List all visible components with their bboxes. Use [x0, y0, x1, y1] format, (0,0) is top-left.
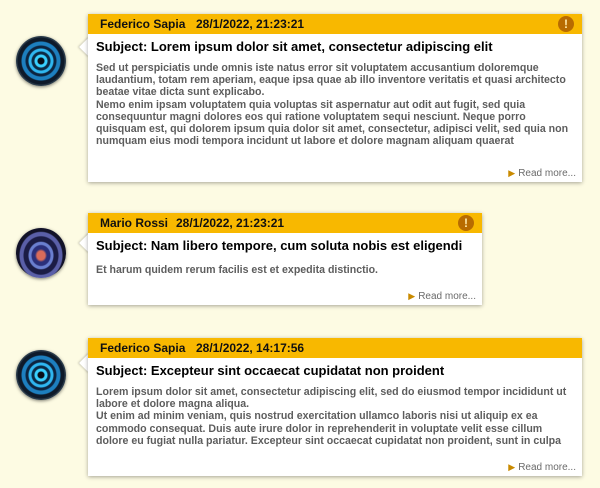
message-subject: Subject: Lorem ipsum dolor sit amet, consectetur adipiscing elit — [96, 39, 493, 54]
read-more-label: Read more... — [418, 291, 476, 302]
message-body — [96, 62, 572, 160]
warning-icon[interactable]: ! — [558, 16, 574, 32]
message-date: 28/1/2022, 21:23:21 — [196, 17, 305, 31]
body-paragraph: Nemo enim ipsam voluptatem quia voluptas sit aspernatur aut odit aut fugit, sed quia consequuntur magni dolores eos qui ratione voluptatem sequi nesciunt. Neque porro quisquam est, qui dolorem ipsum quia dolor sit amet, consectetur, adipisci velit, sed quia non numquam eius modi tempora incidunt ut labore et dolore magnam aliquam quaerat — [96, 98, 569, 148]
avatar — [16, 36, 66, 86]
message-card — [88, 213, 482, 305]
play-arrow-icon: ▶ — [508, 168, 516, 178]
read-more-link[interactable] — [408, 291, 476, 302]
play-arrow-icon: ▶ — [408, 291, 416, 301]
avatar — [16, 350, 66, 400]
author-name: Federico Sapia — [100, 341, 186, 355]
message-date: 28/1/2022, 14:17:56 — [196, 341, 305, 355]
body-paragraph: Ut enim ad minim veniam, quis nostrud exercitation ullamco laboris nisi ut aliquip ex ea commodo consequat. Duis aute irure dolor in reprehenderit in voluptate velit esse cillum dolore eu fugiat nulla pariatur. Excepteur sint occaecat cupidatat non proident, sunt in culpa — [96, 410, 562, 447]
message-subject: Subject: Nam libero tempore, cum soluta nobis est eligendi — [96, 238, 463, 253]
message-subject: Subject: Excepteur sint occaecat cupidatat non proident — [96, 363, 445, 378]
message-date: 28/1/2022, 21:23:21 — [176, 216, 285, 230]
avatar — [16, 228, 66, 278]
read-more-link[interactable] — [508, 462, 576, 473]
body-paragraph: Et harum quidem rerum facilis est et expedita distinctio. — [96, 264, 378, 276]
body-paragraph: Lorem ipsum dolor sit amet, consectetur adipiscing elit, sed do eiusmod tempor incididunt ut labore et dolore magna aliqua. — [96, 386, 567, 411]
message-header — [88, 213, 482, 233]
author-name: Mario Rossi — [100, 216, 169, 230]
message-header — [88, 14, 582, 34]
read-more-label: Read more... — [518, 462, 576, 473]
message-body — [96, 264, 472, 284]
message-card — [88, 338, 582, 476]
body-paragraph: Sed ut perspiciatis unde omnis iste natus error sit voluptatem accusantium doloremque laudantium, totam rem aperiam, eaque ipsa quae ab illo inventore veritatis et quasi architecto beatae vitae dicta sunt explicabo. — [96, 62, 566, 99]
play-arrow-icon: ▶ — [508, 462, 516, 472]
warning-icon[interactable]: ! — [458, 215, 474, 231]
message-card — [88, 14, 582, 182]
read-more-link[interactable] — [508, 168, 576, 179]
author-name: Federico Sapia — [100, 17, 186, 31]
read-more-label: Read more... — [518, 168, 576, 179]
message-header — [88, 338, 582, 358]
message-body — [96, 386, 572, 460]
